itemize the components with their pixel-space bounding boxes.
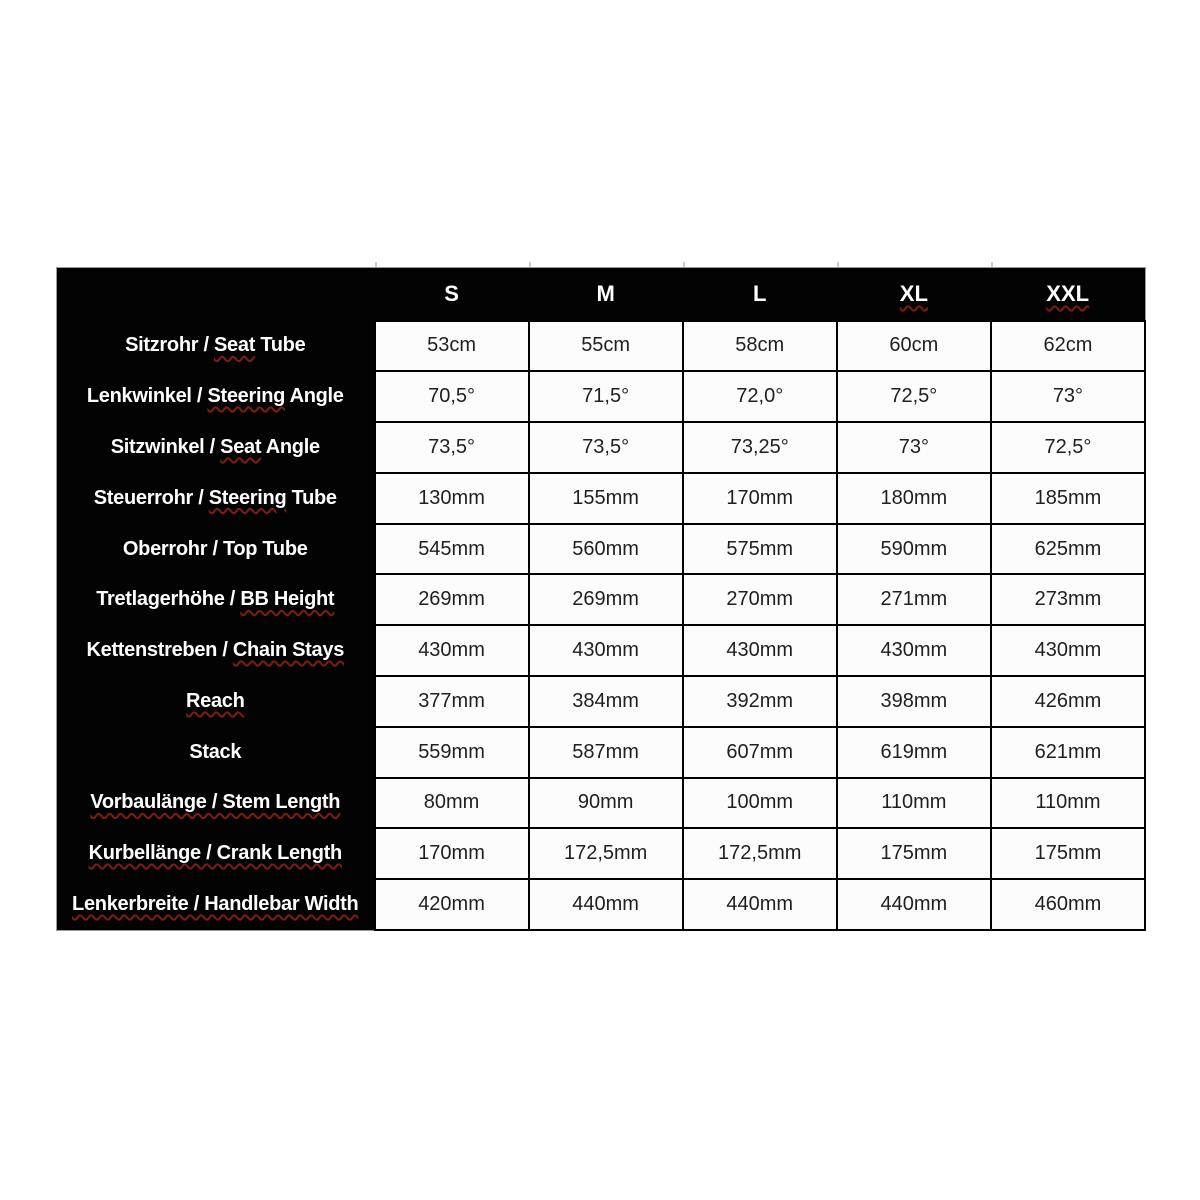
spec-row-label-part: Sitzrohr /	[125, 334, 215, 357]
spec-value-cell: 430mm	[683, 625, 837, 676]
geometry-table	[56, 267, 1146, 931]
spec-value-cell: 273mm	[991, 574, 1145, 625]
spec-value-cell: 60cm	[837, 321, 991, 372]
spec-value-cell: 271mm	[837, 574, 991, 625]
size-column-header	[529, 268, 683, 321]
spec-value-cell: 270mm	[683, 574, 837, 625]
spec-row-label-part: Kettenstreben /	[86, 639, 233, 662]
spec-row-label-part: Angle	[285, 385, 344, 408]
spec-row	[57, 371, 1146, 422]
spec-row-label-part: Kurbellänge / Crank Length	[88, 842, 342, 865]
corner-cell	[57, 268, 375, 321]
spec-row-label-part: Tube	[286, 486, 337, 509]
spec-value-cell: 460mm	[991, 879, 1145, 930]
spec-value-cell: 73°	[991, 371, 1145, 422]
spec-value-cell: 430mm	[529, 625, 683, 676]
spec-value-cell: 430mm	[375, 625, 529, 676]
spec-value-cell: 440mm	[683, 879, 837, 930]
spec-row-label	[57, 524, 375, 575]
spec-value-cell: 72,5°	[837, 371, 991, 422]
spec-row-label	[57, 422, 375, 473]
spec-value-cell: 170mm	[683, 473, 837, 524]
spec-value-cell: 70,5°	[375, 371, 529, 422]
size-header-row	[57, 268, 1146, 321]
spec-row	[57, 879, 1146, 930]
size-column-header	[375, 268, 529, 321]
spec-row	[57, 321, 1146, 372]
spec-row-label	[57, 727, 375, 778]
geometry-table-body	[57, 321, 1146, 931]
spec-value-cell: 545mm	[375, 524, 529, 575]
spec-value-cell: 180mm	[837, 473, 991, 524]
spec-row-label	[57, 321, 375, 372]
spec-value-cell: 185mm	[991, 473, 1145, 524]
spec-value-cell: 420mm	[375, 879, 529, 930]
spec-value-cell: 100mm	[683, 778, 837, 829]
spec-row-label-part: Lenkerbreite / Handlebar Width	[72, 892, 359, 915]
spec-value-cell: 62cm	[991, 321, 1145, 372]
spec-row-label	[57, 828, 375, 879]
spec-row-label-part: Seat	[214, 334, 256, 357]
spec-row-label-part: Steering	[208, 486, 287, 509]
gridline-tick	[683, 262, 685, 267]
spec-value-cell: 440mm	[837, 879, 991, 930]
spec-row-label	[57, 473, 375, 524]
spec-value-cell: 619mm	[837, 727, 991, 778]
spec-value-cell: 110mm	[837, 778, 991, 829]
spec-value-cell: 175mm	[837, 828, 991, 879]
spec-value-cell: 426mm	[991, 676, 1145, 727]
spec-row-label-part: Stack	[189, 740, 242, 763]
spec-value-cell: 440mm	[529, 879, 683, 930]
spec-row	[57, 422, 1146, 473]
spec-value-cell: 377mm	[375, 676, 529, 727]
spec-value-cell: 172,5mm	[529, 828, 683, 879]
gridline-tick	[375, 262, 377, 267]
spec-value-cell: 90mm	[529, 778, 683, 829]
size-column-label: XXL	[1046, 280, 1090, 306]
size-column-label: L	[753, 280, 767, 306]
size-column-label: S	[444, 280, 459, 306]
spec-row	[57, 625, 1146, 676]
spec-value-cell: 384mm	[529, 676, 683, 727]
spec-row-label-part: Reach	[185, 689, 245, 712]
spec-row-label-part: Oberrohr / Top Tube	[122, 537, 308, 560]
spec-value-cell: 590mm	[837, 524, 991, 575]
size-column-header	[991, 268, 1145, 321]
spec-value-cell: 53cm	[375, 321, 529, 372]
spec-value-cell: 625mm	[991, 524, 1145, 575]
spec-row-label-part: Steering	[207, 385, 286, 408]
bike-geometry-sheet	[56, 267, 1146, 931]
spec-value-cell: 72,5°	[991, 422, 1145, 473]
spec-value-cell: 607mm	[683, 727, 837, 778]
spec-value-cell: 80mm	[375, 778, 529, 829]
spec-value-cell: 430mm	[991, 625, 1145, 676]
spec-value-cell: 71,5°	[529, 371, 683, 422]
spec-row-label-part: Steuerrohr /	[93, 486, 209, 509]
spec-value-cell: 621mm	[991, 727, 1145, 778]
spec-row-label	[57, 676, 375, 727]
spec-value-cell: 175mm	[991, 828, 1145, 879]
spec-row-label-part: Lenkwinkel /	[86, 385, 208, 408]
spec-row-label-part: Tube	[255, 334, 306, 357]
spec-row-label-part: Seat	[220, 435, 262, 458]
spec-value-cell: 72,0°	[683, 371, 837, 422]
size-column-header	[837, 268, 991, 321]
spec-value-cell: 398mm	[837, 676, 991, 727]
spec-value-cell: 155mm	[529, 473, 683, 524]
spec-row-label	[57, 778, 375, 829]
spec-row-label	[57, 879, 375, 930]
spec-value-cell: 269mm	[375, 574, 529, 625]
gridline-tick	[837, 262, 839, 267]
spec-row	[57, 473, 1146, 524]
spec-value-cell: 73°	[837, 422, 991, 473]
spec-value-cell: 559mm	[375, 727, 529, 778]
spec-value-cell: 560mm	[529, 524, 683, 575]
spec-value-cell: 269mm	[529, 574, 683, 625]
spec-row-label	[57, 371, 375, 422]
spec-value-cell: 58cm	[683, 321, 837, 372]
spec-row-label-part: BB Height	[240, 588, 335, 611]
spec-row	[57, 727, 1146, 778]
spec-row	[57, 778, 1146, 829]
spec-row	[57, 574, 1146, 625]
size-column-header	[683, 268, 837, 321]
spec-row-label-part: Sitzwinkel /	[110, 435, 221, 458]
size-column-label: XL	[899, 280, 928, 306]
spec-value-cell: 130mm	[375, 473, 529, 524]
spec-value-cell: 73,5°	[375, 422, 529, 473]
spec-value-cell: 110mm	[991, 778, 1145, 829]
spec-row-label-part: Tretlagerhöhe /	[96, 588, 241, 611]
spec-value-cell: 172,5mm	[683, 828, 837, 879]
spec-row-label-part: Vorbaulänge / Stem Length	[90, 791, 341, 814]
spec-row	[57, 828, 1146, 879]
spec-row-label-part: Angle	[261, 435, 320, 458]
spec-row-label	[57, 625, 375, 676]
spec-row-label	[57, 574, 375, 625]
spec-value-cell: 587mm	[529, 727, 683, 778]
spec-value-cell: 55cm	[529, 321, 683, 372]
spec-row	[57, 676, 1146, 727]
spec-value-cell: 575mm	[683, 524, 837, 575]
spec-value-cell: 170mm	[375, 828, 529, 879]
spec-value-cell: 430mm	[837, 625, 991, 676]
spec-value-cell: 392mm	[683, 676, 837, 727]
spec-row	[57, 524, 1146, 575]
spec-row-label-part: Chain Stays	[232, 639, 345, 662]
spec-value-cell: 73,25°	[683, 422, 837, 473]
size-column-label: M	[596, 280, 615, 306]
gridline-tick	[529, 262, 531, 267]
gridline-tick	[991, 262, 993, 267]
spec-value-cell: 73,5°	[529, 422, 683, 473]
